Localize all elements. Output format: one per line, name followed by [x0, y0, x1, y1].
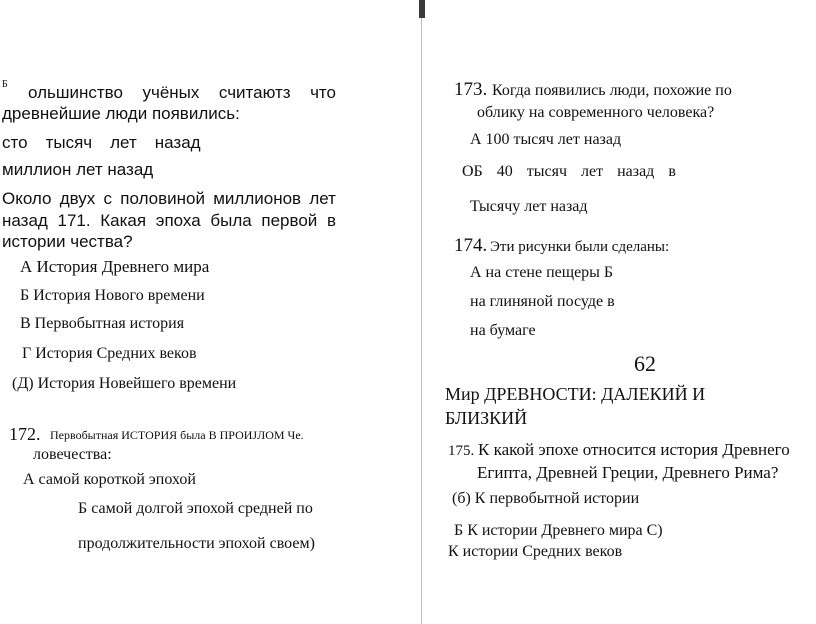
q173-option-a: А 100 тысяч лет назад	[470, 131, 622, 148]
q171-option-g: Г История Средних веков	[22, 345, 197, 362]
word: первой	[261, 211, 318, 230]
word: сто	[2, 133, 28, 152]
word: в	[668, 163, 676, 180]
q174-option-c: на бумаге	[470, 322, 536, 339]
word: лет	[110, 133, 137, 152]
word: эпоха	[155, 211, 201, 230]
q171-option-a: А История Древнего мира	[20, 257, 210, 276]
q175-option-b: Б К истории Древнего мира С)	[454, 522, 663, 539]
q175-option-a: (б) К первобытной истории	[452, 490, 640, 507]
q174-option-a: А на стене пещеры Б	[470, 264, 614, 281]
q175-option-c: К истории Средних веков	[448, 543, 623, 560]
q170-option-3-line-2	[2, 212, 336, 229]
word: считаютз	[218, 83, 291, 102]
section-title-line-2: БЛИЗКИЙ	[445, 408, 528, 428]
word: половиной	[120, 189, 205, 208]
page-gutter-dark	[419, 0, 425, 18]
word: назад	[617, 163, 655, 180]
q171-line-2: истории чества?	[2, 232, 133, 251]
word: назад	[154, 133, 201, 152]
drop-letter: Б	[2, 79, 8, 90]
q175-line-2: Египта, Древней Греции, Древнего Рима?	[477, 463, 779, 482]
q172-text-cont: ловечества:	[33, 446, 112, 463]
word: тысяч	[526, 163, 567, 180]
page-number: 62	[634, 351, 656, 376]
q174-number: 174.	[454, 235, 488, 256]
word: что	[310, 83, 336, 102]
q175-line-1: К какой эпохе относится история Древнего	[478, 440, 790, 459]
q172-number: 172.	[9, 424, 41, 444]
word: Около	[2, 189, 52, 208]
word: двух	[59, 189, 96, 208]
word: 171.	[57, 211, 91, 230]
q172-text: Первобытная ИСТОРИЯ была В ПРОИJЛОМ Че.	[50, 428, 304, 442]
q174-text: Эти рисунки были сделаны:	[490, 239, 670, 255]
page-gutter	[421, 18, 422, 624]
q170-line-2: древнейшие люди появились:	[2, 104, 240, 123]
q173-option-b	[462, 164, 676, 180]
q172-option-a: А самой короткой эпохой	[23, 471, 196, 488]
word: была	[210, 211, 252, 230]
word: Какая	[100, 211, 147, 230]
word: ОБ	[462, 163, 483, 180]
q170-line-1	[28, 84, 336, 101]
q170-option-2: миллион лет назад	[2, 160, 154, 179]
word: в	[326, 211, 336, 230]
q175-number: 175.	[448, 443, 475, 459]
q171-option-b: Б История Нового времени	[20, 287, 205, 304]
q173-option-c: Тысячу лет назад	[470, 198, 588, 215]
q172-option-c: продолжительности эпохой своем)	[78, 535, 315, 552]
word: лет	[581, 163, 604, 180]
q170-option-3-line-1	[2, 190, 336, 207]
q171-option-v: В Первобытная история	[20, 315, 185, 332]
word: учёных	[142, 83, 200, 102]
word: миллионов	[213, 189, 302, 208]
section-title-line-1: Мир ДРЕВНОСТИ: ДАЛЕКИЙ И	[445, 384, 706, 404]
word: лет	[309, 189, 336, 208]
q172-option-b: Б самой долгой эпохой средней по	[78, 500, 313, 517]
q174-option-b: на глиняной посуде в	[470, 293, 615, 310]
word: с	[103, 189, 113, 208]
word: тысяч	[45, 133, 93, 152]
q173-line-2: облику на современного человека?	[477, 104, 715, 121]
word: назад	[2, 211, 48, 230]
word: ольшинство	[28, 83, 123, 102]
q171-option-d: (Д) История Новейшего времени	[12, 375, 237, 392]
q170-option-1	[2, 134, 201, 151]
word: 40	[496, 163, 513, 180]
q173-number: 173.	[454, 79, 488, 100]
q173-line-1: Когда появились люди, похожие по	[492, 82, 732, 99]
